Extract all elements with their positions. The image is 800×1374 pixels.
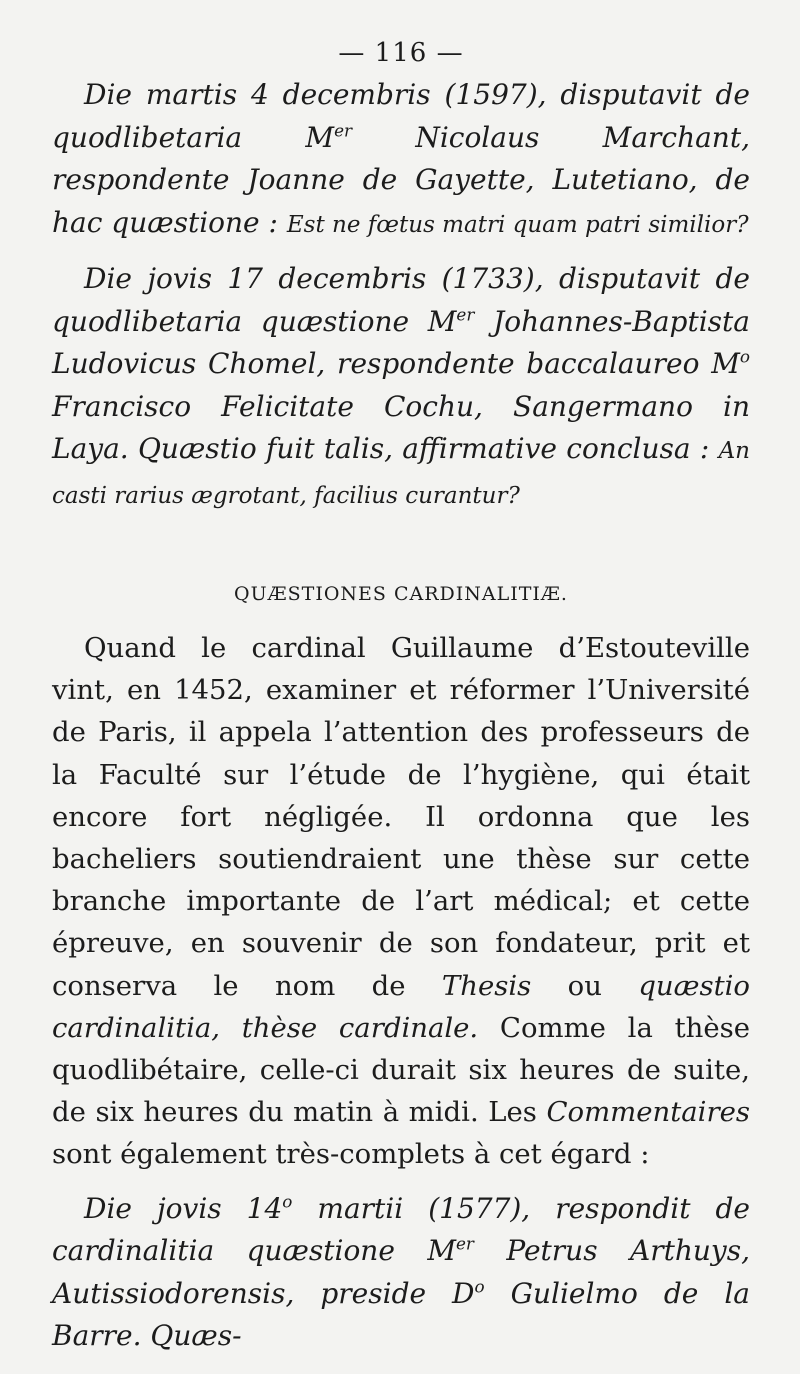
entry2-part1: Die jovis 17 decembris (1733), disputavit de quodlibetaria quæstione M (52, 262, 750, 338)
paragraph-p3: Comme la thèse quodlibétaire, celle-ci durait six heures de suite, de six heures du matin à midi. Les (52, 1011, 751, 1129)
entry3-sup3: o (474, 1276, 485, 1297)
entry1-text: Die martis 4 decembris (1597), disputavit de quodlibetaria M (52, 78, 750, 154)
entry2-part2: Johannes-Baptista Ludovicus Chomel, respondente baccalaureo M (52, 304, 750, 380)
entry3-part3: Petrus Arthuys, Autissiodorensis, preside D (52, 1234, 750, 1310)
body-paragraph (52, 627, 750, 1176)
paragraph-em2: quæstio cardinalitia, thèse cardinale. (52, 969, 750, 1044)
entry2-question: An casti rarius ægrotant, facilius curantur? (52, 438, 750, 509)
section-heading: QUÆSTIONES CARDINALITIÆ. (234, 583, 568, 605)
entry3-part4: Gulielmo de la Barre. Quæs- (52, 1276, 750, 1353)
paragraph-p2: ou (567, 969, 602, 1002)
entry2-part3: Francisco Felicitate Cochu, Sangermano in Laya. Quæstio fuit talis, affirmative conclusa : (52, 389, 750, 465)
entry1-sup: er (334, 120, 353, 141)
entry1-question: Est ne fœtus matri quam patri similior? (286, 211, 749, 238)
page-number: — 116 — (338, 38, 464, 68)
quodlibet-entry-1597 (52, 74, 750, 246)
entry2-sup2: o (739, 346, 750, 367)
entry2-sup1: er (456, 304, 475, 325)
entry3-sup2: er (456, 1233, 474, 1254)
entry3-sup1: o (282, 1191, 293, 1212)
entry3-part2: martii (1577), respondit de cardinalitia quæstione M (52, 1191, 750, 1268)
cardinalitia-entry-1577 (52, 1188, 750, 1358)
paragraph-em3: Commentaires (546, 1096, 750, 1129)
quodlibet-entry-1733 (52, 258, 750, 517)
entry3-part1: Die jovis 14 (84, 1191, 283, 1225)
paragraph-p1: Quand le cardinal Guillaume d’Estouteville vint, en 1452, examiner et réformer l’Université de Paris, il appela l’attention des professeurs de la Faculté sur l’étude de l’hygiène, qui était encore fort négligée. Il ordonna que les bacheliers soutiendraient une thèse sur cette branche importante de l’art médical; et cette épreuve, en souvenir de son fondateur, prit et conserva le nom de (52, 632, 750, 1002)
entry1-rest: Nicolaus Marchant, respondente Joanne de Gayette, Lutetiano, de hac quæstione : (52, 120, 750, 239)
paragraph-em1: Thesis (441, 969, 532, 1002)
paragraph-p4: sont également très-complets à cet égard : (52, 1138, 650, 1171)
